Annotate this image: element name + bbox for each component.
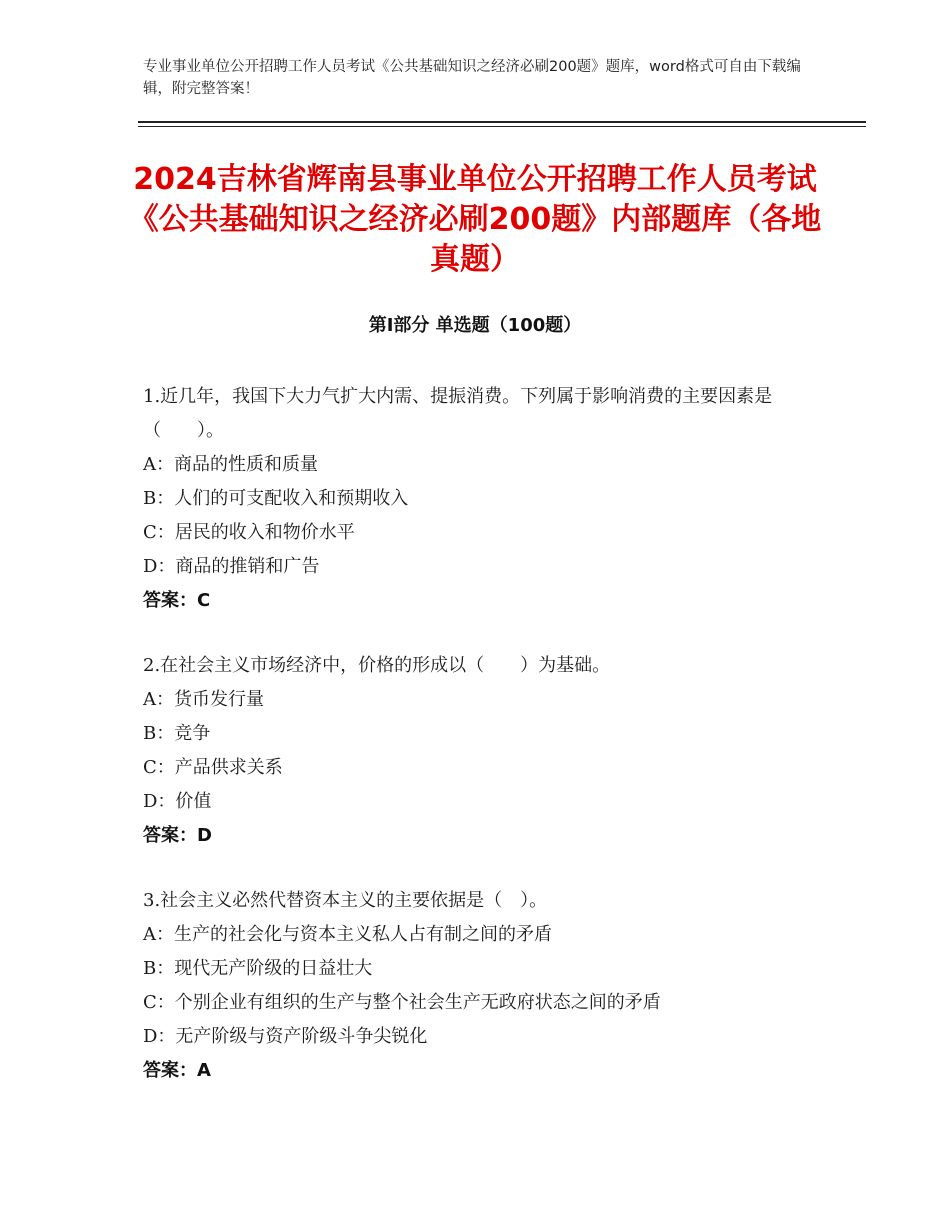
option-b: B：人们的可支配收入和预期收入 xyxy=(143,488,409,509)
question-text: 1.近几年，我国下大力气扩大内需、提振消费。下列属于影响消费的主要因素是（ ）。 xyxy=(143,386,773,441)
option-b: B：竞争 xyxy=(143,723,211,744)
header-divider-thick xyxy=(138,121,866,123)
section-title: 第I部分 单选题（100题） xyxy=(368,315,582,336)
option-c: C：产品供求关系 xyxy=(143,757,283,778)
question-text: 3.社会主义必然代替资本主义的主要依据是（ ）。 xyxy=(143,890,548,911)
option-d: D：价值 xyxy=(143,791,212,812)
answer: 答案：A xyxy=(143,1060,211,1081)
answer: 答案：C xyxy=(143,590,211,611)
document-title: 2024吉林省辉南县事业单位公开招聘工作人员考试《公共基础知识之经济必刷200题》内部题库（各地真题） xyxy=(128,162,822,277)
option-d: D：无产阶级与资产阶级斗争尖锐化 xyxy=(143,1026,428,1047)
option-a: A：生产的社会化与资本主义私人占有制之间的矛盾 xyxy=(143,924,552,945)
option-b: B：现代无产阶级的日益壮大 xyxy=(143,958,373,979)
answer: 答案：D xyxy=(143,825,212,846)
question-text: 2.在社会主义市场经济中，价格的形成以（ ）为基础。 xyxy=(143,655,611,676)
option-a: A：货币发行量 xyxy=(143,689,264,710)
question-1 xyxy=(143,380,823,618)
option-c: C：居民的收入和物价水平 xyxy=(143,522,355,543)
option-c: C：个别企业有组织的生产与整个社会生产无政府状态之间的矛盾 xyxy=(143,992,661,1013)
question-3 xyxy=(143,884,823,1088)
header-note: 专业事业单位公开招聘工作人员考试《公共基础知识之经济必刷200题》题库，word格式可自由下载编辑，附完整答案！ xyxy=(143,59,801,97)
header-divider-thin xyxy=(138,126,866,127)
question-list xyxy=(143,380,823,1119)
option-d: D：商品的推销和广告 xyxy=(143,556,320,577)
option-a: A：商品的性质和质量 xyxy=(143,454,318,475)
question-2 xyxy=(143,649,823,853)
